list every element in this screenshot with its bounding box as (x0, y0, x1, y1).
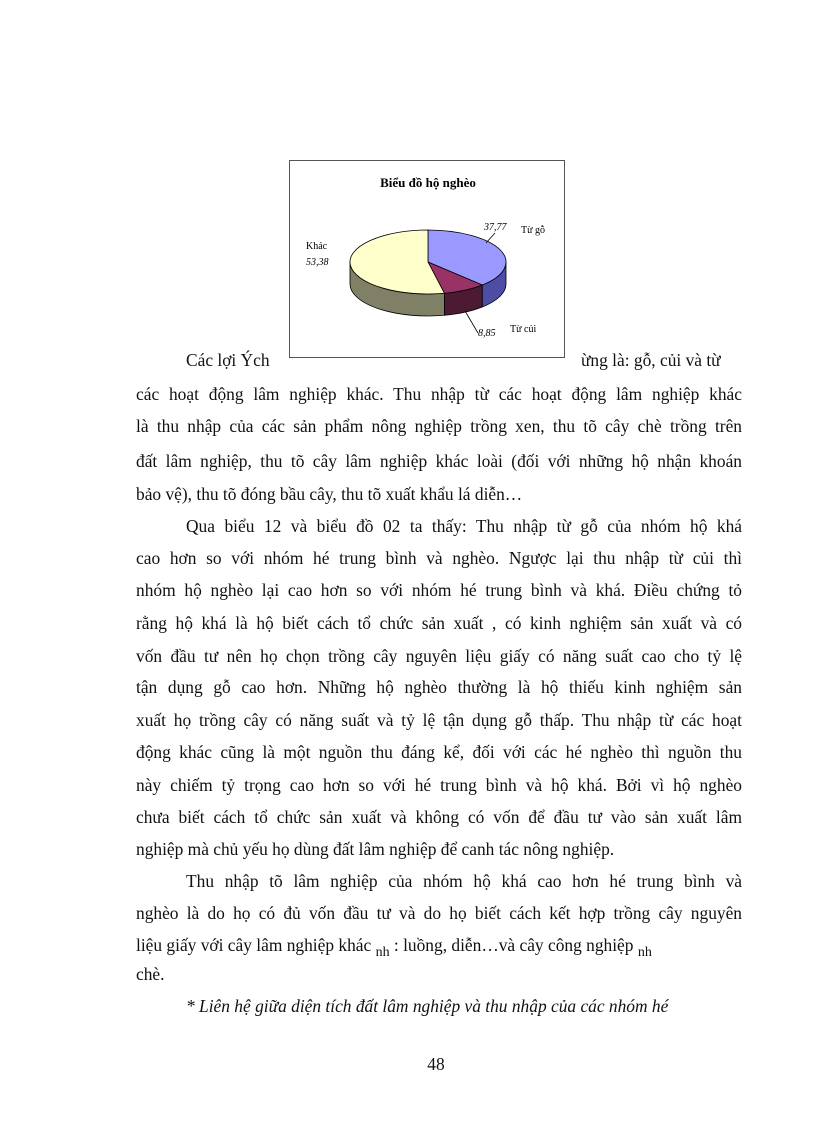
paragraph1-line1-right: ừng là: gỗ, củi và từ (581, 350, 721, 370)
pie-chart (289, 160, 565, 358)
paragraph1-line1-left: Các lợi Ých (186, 350, 270, 370)
label-name-2: Khác (306, 241, 328, 252)
paragraph3-line2: nghèo là do họ có đủ vốn đầu tư và do họ biết cách kết hợp trồng cây nguyên (136, 903, 742, 923)
section-heading: * Liên hệ giữa diện tích đất lâm nghiệp và thu nhập của các nhóm hé (186, 996, 669, 1016)
label-name-0: Từ gỗ (521, 225, 546, 236)
page-number: 48 (427, 1054, 445, 1074)
paragraph2-line3: nhóm hộ nghèo lại cao hơn so với nhóm hé trung bình và khá. Điều chứng tỏ (136, 580, 742, 600)
paragraph3-line1: Thu nhập tõ lâm nghiệp của nhóm hộ khá cao hơn hé trung bình và (186, 871, 742, 891)
chart-title: Biểu đồ hộ nghèo (380, 175, 476, 190)
label-name-1: Từ củi (510, 324, 537, 335)
paragraph3-line3 (136, 935, 742, 958)
paragraph2-line10: chưa biết cách tổ chức sản xuất và không có vốn để đầu tư vào sản xuất lâm (136, 807, 742, 827)
leader-line-1 (465, 311, 478, 333)
paragraph2-line7: xuất họ trồng cây có năng suất và tỷ lệ tận dụng gỗ thấp. Thu nhập từ các hoạt (136, 710, 742, 730)
paragraph2-line6: tận dụng gỗ cao hơn. Những hộ nghèo thường là hộ thiếu kinh nghiệm sản (136, 677, 742, 697)
label-value-0: 37,77 (484, 222, 507, 233)
paragraph3-line3-part2: : luồng, diễn…và cây công nghiệp (389, 935, 634, 955)
paragraph2-line2: cao hơn so với nhóm hé trung bình và nghèo. Ngược lại thu nhập từ củi thì (136, 548, 742, 568)
paragraph2-line4: rằng hộ khá là hộ biết cách tổ chức sản xuất , có kinh nghiệm sản xuất và có (136, 613, 742, 633)
paragraph2-line9: này chiếm tỷ trọng cao hơn so với hé trung bình và hộ khá. Bởi vì hộ nghèo (136, 775, 742, 795)
label-value-2: 53,38 (306, 257, 329, 268)
paragraph3-line3-sub2: nh (637, 945, 652, 960)
label-value-1: 8,85 (478, 328, 496, 339)
leader-line-0 (486, 233, 495, 243)
paragraph1-line2: các hoạt động lâm nghiệp khác. Thu nhập từ các hoạt động lâm nghiệp khác (136, 384, 742, 404)
paragraph3-line3-sub1: nh (375, 945, 390, 960)
paragraph1-line4: đất lâm nghiệp, thu tõ cây lâm nghiệp khác loài (đối với những hộ nhận khoán (136, 451, 742, 471)
paragraph2-line11: nghiệp mà chủ yếu họ dùng đất lâm nghiệp để canh tác nông nghiệp. (136, 839, 615, 859)
paragraph1-line3: là thu nhập của các sản phẩm nông nghiệp trồng xen, thu tõ cây chè trồng trên (136, 416, 742, 436)
paragraph2-line1: Qua biểu 12 và biểu đồ 02 ta thấy: Thu nhập từ gỗ của nhóm hộ khá (186, 516, 742, 536)
paragraph3-line4: chè. (136, 964, 165, 984)
paragraph1-line5: bảo vệ), thu tõ đóng bầu cây, thu tõ xuất khẩu lá diễn… (136, 484, 523, 504)
paragraph3-line3-part1: liệu giấy với cây lâm nghiệp khác (136, 935, 372, 955)
paragraph2-line8: động khác cũng là một nguồn thu đáng kể, đối với các hé nghèo thì nguồn thu (136, 742, 742, 762)
pie-chart-svg (290, 161, 566, 359)
paragraph2-line5: vốn đầu tư nên họ chọn trồng cây nguyên liệu giấy có năng suất cao cho tỷ lệ (136, 646, 742, 666)
